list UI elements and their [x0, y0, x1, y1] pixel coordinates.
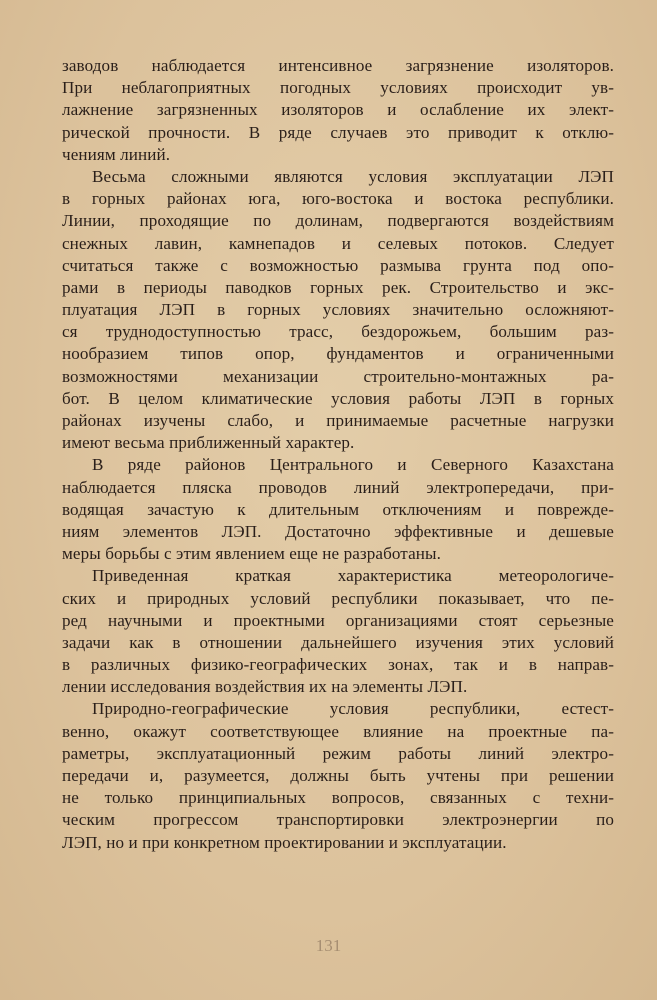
text-line: передачи и, разумеется, должны быть учтены при решении — [62, 766, 614, 785]
text-line: ред научными и проектными организациями стоят серьезные — [62, 610, 614, 630]
text-line: Приведенная краткая характеристика метеорологиче- — [92, 566, 614, 586]
text-line: Природно-географические условия республики, естест- — [92, 699, 614, 719]
text-line: возможностями механизации строительно-монтажных ра- — [62, 366, 614, 386]
text-line: Линии, проходящие по долинам, подвергаются воздействиям — [62, 211, 614, 231]
text-line: меры борьбы с этим явлением еще не разработаны. — [62, 544, 441, 564]
text-line: нообразием типов опор, фундаментов и ограниченными — [62, 344, 614, 364]
text-line: ЛЭП, но и при конкретном проектировании и эксплуатации. — [62, 832, 507, 852]
body-text — [62, 55, 614, 854]
paragraph-2 — [62, 166, 614, 454]
text-line: В ряде районов Центрального и Северного Казахстана — [92, 455, 614, 475]
text-line: в горных районах юга, юго-востока и востока республики. — [62, 189, 614, 209]
text-line: ся труднодоступностью трасс, бездорожьем, большим раз- — [62, 322, 614, 342]
text-line: не только принципиальных вопросов, связанных с техни- — [62, 788, 614, 808]
text-line: считаться также с возможностью размыва грунта под опо- — [62, 255, 614, 275]
paragraph-3 — [62, 454, 614, 565]
text-line: При неблагоприятных погодных условиях происходит ув- — [62, 78, 614, 98]
text-line: задачи как в отношении дальнейшего изучения этих условий — [62, 632, 614, 652]
text-line: рической прочности. В ряде случаев это приводит к отклю- — [62, 122, 614, 142]
text-line: заводов наблюдается интенсивное загрязнение изоляторов. — [62, 56, 614, 75]
text-line: бот. В целом климатические условия работы ЛЭП в горных — [62, 388, 614, 408]
text-line: чениям линий. — [62, 144, 171, 164]
text-line: районах изучены слабо, и принимаемые расчетные нагрузки — [62, 411, 614, 430]
text-line: плуатация ЛЭП в горных условиях значительно осложняют- — [62, 300, 614, 320]
text-line: лажнение загрязненных изоляторов и ослабление их элект- — [62, 100, 614, 120]
text-line: ниям элементов ЛЭП. Достаточно эффективные и дешевые — [62, 521, 614, 541]
text-line: водящая зачастую к длительным отключениям и поврежде- — [62, 499, 614, 519]
text-line: венно, окажут соответствующее влияние на проектные па- — [62, 721, 614, 741]
text-line: лении исследования воздействия их на элементы ЛЭП. — [62, 677, 468, 697]
paragraph-4 — [62, 565, 614, 698]
text-line: имеют весьма приближенный характер. — [62, 433, 355, 453]
text-line: рами в периоды паводков горных рек. Строительство и экс- — [62, 277, 614, 297]
text-line: наблюдается пляска проводов линий электропередачи, при- — [62, 477, 614, 497]
paragraph-1 — [62, 55, 614, 166]
text-line: снежных лавин, камнепадов и селевых потоков. Следует — [62, 233, 614, 253]
paragraph-5 — [62, 698, 614, 853]
text-line: ческим прогрессом транспортировки электроэнергии по — [62, 810, 614, 830]
text-line: ских и природных условий республики показывает, что пе- — [62, 588, 614, 608]
text-line: Весьма сложными являются условия эксплуатации ЛЭП — [92, 166, 614, 186]
text-line: в различных физико-географических зонах, так и в направ- — [62, 655, 614, 675]
page-number: 131 — [315, 936, 342, 955]
text-line: раметры, эксплуатационный режим работы линий электро- — [62, 743, 614, 763]
